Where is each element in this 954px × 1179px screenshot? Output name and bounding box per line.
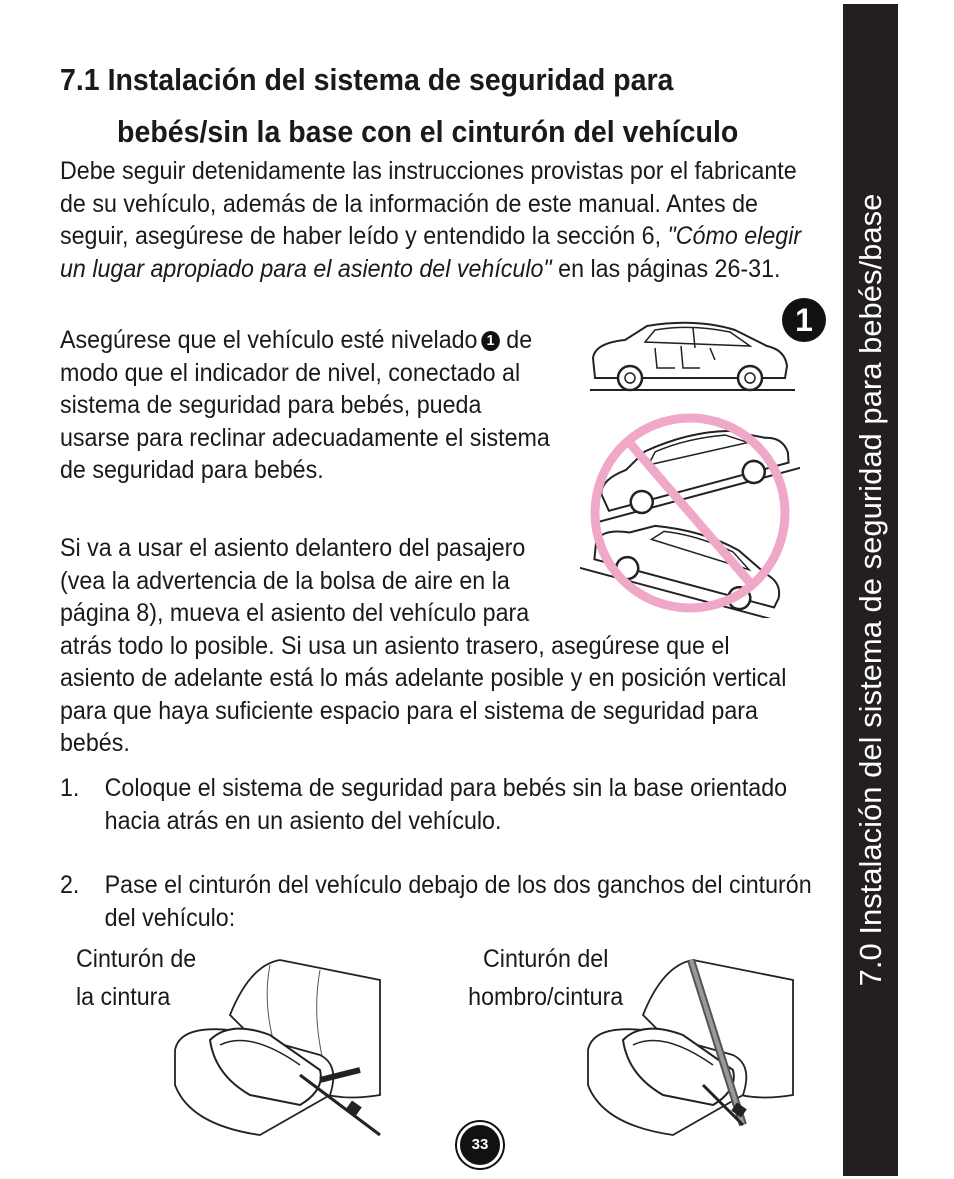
level-paragraph (60, 324, 553, 487)
level-car-illustration (585, 318, 800, 394)
lap-belt-caption: Cinturón de la cintura (76, 945, 197, 1011)
sidebar-title: 7.0 Instalación del sistema de seguridad para bebés/base (852, 193, 888, 987)
intro-italic-reference: "Cómo elegir un lugar apropiado para el asiento del vehículo" (60, 222, 802, 283)
step-item (60, 772, 830, 838)
intro-text-1: Debe seguir detenidamente las instrucciones provistas por el fabricante de su vehículo, además de la información de este manual. Antes de seguir, asegúrese de haber leído y entendido la sección 6, (60, 157, 797, 250)
step-text: Pase el cinturón del vehículo debajo de los dos ganchos del cinturón del vehículo: (104, 871, 812, 932)
step-number: 1. (60, 774, 80, 802)
shoulder-lap-belt-illustration (583, 955, 798, 1140)
sidebar-tab (843, 4, 898, 1176)
shoulder-belt-caption: Cinturón del hombro/cintura (468, 945, 624, 1011)
level-text-before: Asegúrese que el vehículo esté nivelado (60, 326, 478, 354)
step-text: Coloque el sistema de seguridad para bebés sin la base orientado hacia atrás en un asiento del vehículo. (104, 774, 788, 835)
step-number: 2. (60, 871, 80, 899)
step-item (60, 869, 830, 935)
intro-text-2: en las páginas 26-31. (551, 254, 781, 283)
level-text-after: de modo que el indicador de nivel, conectado al sistema de seguridad para bebés, pueda usarse para reclinar adecuadamente el sistema de seguridad para bebés. (60, 326, 550, 484)
section-heading (60, 54, 759, 158)
tilted-cars-prohibited-illustration (580, 408, 800, 618)
heading-line-2: bebés/sin la base con el cinturón del vehículo (117, 114, 739, 149)
figure-number-badge: 1 (782, 298, 826, 342)
heading-line-1: 7.1 Instalación del sistema de seguridad para (60, 62, 674, 97)
page-number-badge: 33 (457, 1122, 503, 1168)
front-seat-text: Si va a usar el asiento delantero del pasajero (vea la advertencia de la bolsa de aire en la página 8), mueva el asiento del vehículo para atrás todo lo posible. Si usa un asiento trasero, asegúrese que el asiento de adelante está lo más adelante posible y en posición vertical para que haya suficiente espacio para el sistema de seguridad para bebés. (60, 534, 787, 757)
lap-belt-illustration (170, 955, 385, 1140)
intro-paragraph (60, 155, 804, 285)
level-figure-ref-badge: 1 (481, 331, 500, 351)
